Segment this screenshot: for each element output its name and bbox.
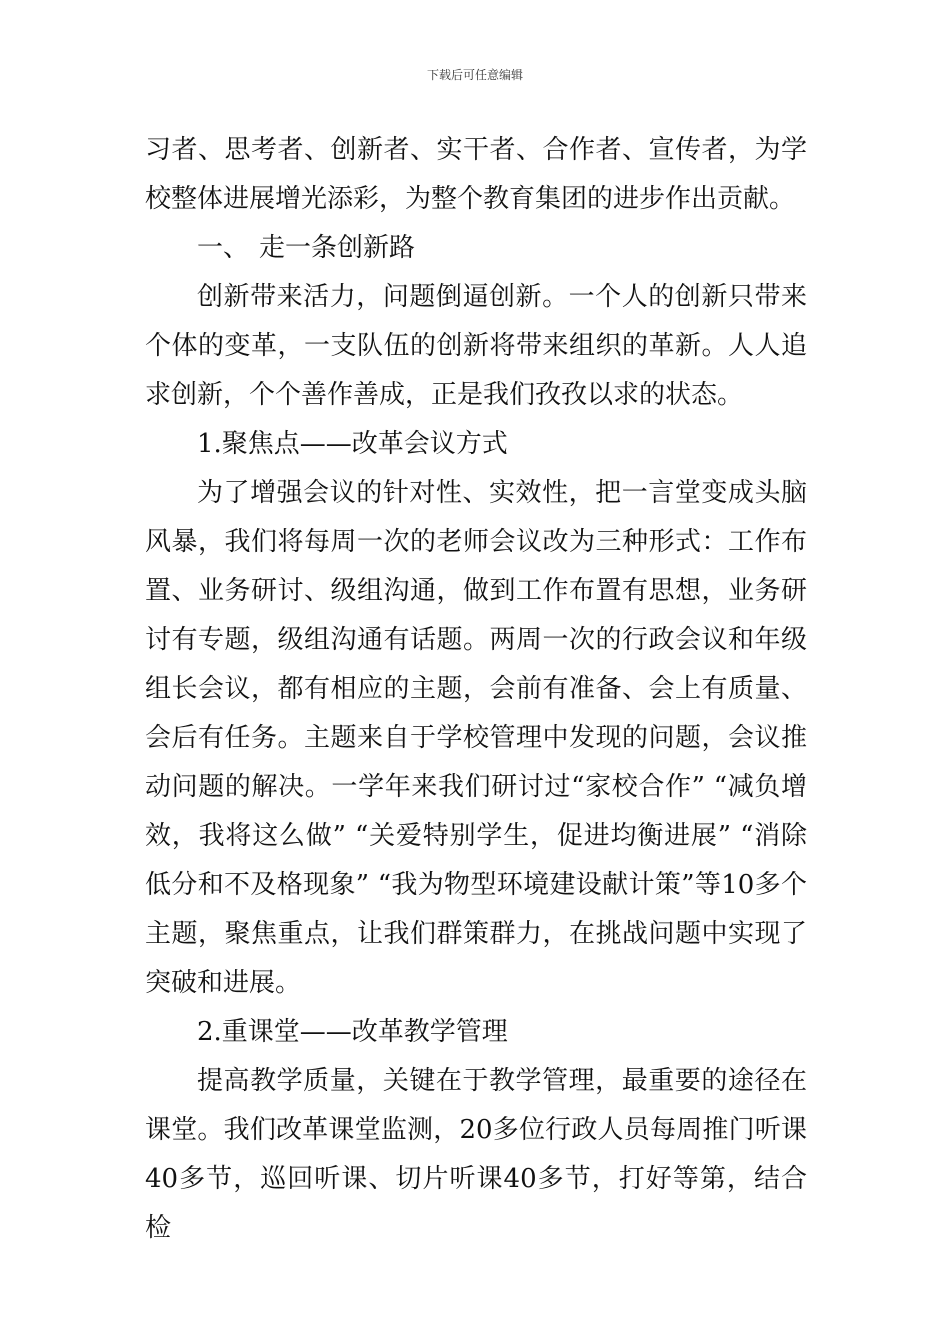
paragraph-meetings: 为了增强会议的针对性、实效性，把一言堂变成头脑风暴，我们将每周一次的老师会议改为三种形式：工作布置、业务研讨、级组沟通，做到工作布置有思想，业务研讨有专题，级组沟通有话题。两周一次的行政会议和年级组长会议，都有相应的主题，会前有准备、会上有质量、会后有任务。主题来自于学校管理中发现的问题，会议推动问题的解决。一学年来我们研讨过“家校合作” “减负增效，我将这么做” “关爱特别学生，促进均衡进展” “消除低分和不及格现象” “我为物型环境建设献计策”等10多个主题，聚焦重点，让我们群策群力，在挑战问题中实现了突破和进展。 <box>145 478 807 998</box>
document-body <box>145 126 807 1253</box>
section-title: 走一条创新路 <box>259 233 416 263</box>
subheading-classroom: 2.重课堂——改革教学管理 <box>197 1017 508 1047</box>
paragraph-classroom: 提高教学质量，关键在于教学管理，最重要的途径在课堂。我们改革课堂监测，20多位行政人员每周推门听课40多节，巡回听课、切片听课40多节，打好等第，结合检 <box>145 1066 807 1243</box>
subheading-meetings: 1.聚焦点——改革会议方式 <box>197 429 508 459</box>
section-heading-1 <box>145 224 807 273</box>
section-number: 一、 <box>197 233 250 263</box>
paragraph-continuation: 习者、思考者、创新者、实干者、合作者、宣传者，为学校整体进展增光添彩，为整个教育集团的进步作出贡献。 <box>145 135 807 214</box>
page-header: 下载后可任意编辑 <box>426 68 523 82</box>
paragraph-innovation: 创新带来活力，问题倒逼创新。一个人的创新只带来个体的变革，一支队伍的创新将带来组织的革新。人人追求创新，个个善作善成，正是我们孜孜以求的状态。 <box>145 282 807 410</box>
